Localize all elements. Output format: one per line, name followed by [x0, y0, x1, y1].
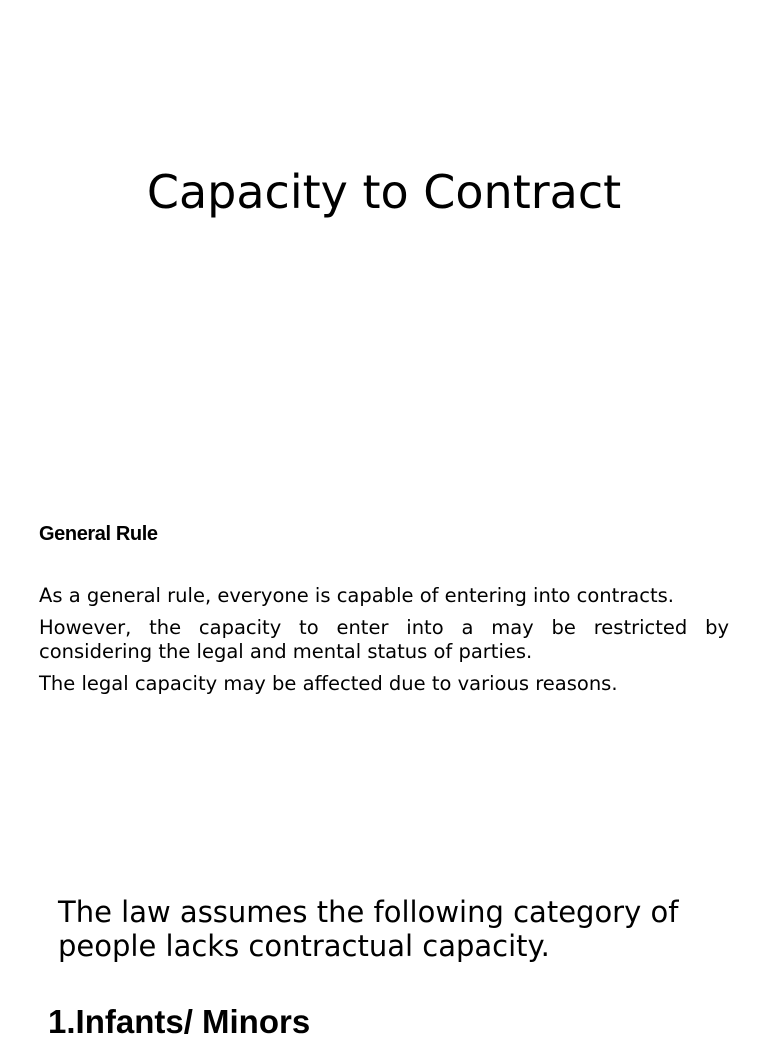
- category-intro: The law assumes the following category of people lacks contractual capacity.: [58, 895, 679, 963]
- slide-title: Capacity to Contract: [146, 165, 622, 219]
- body-paragraph: The legal capacity may be affected due to various reasons.: [39, 672, 618, 695]
- general-rule-heading: General Rule: [39, 523, 158, 545]
- general-rule-body: [39, 584, 729, 704]
- category-item-infants-minors: 1.Infants/ Minors: [48, 1003, 311, 1040]
- body-paragraph: However, the capacity to enter into a may be restricted by considering the legal and mental status of parties.: [39, 616, 729, 663]
- body-paragraph: As a general rule, everyone is capable of entering into contracts.: [39, 584, 674, 607]
